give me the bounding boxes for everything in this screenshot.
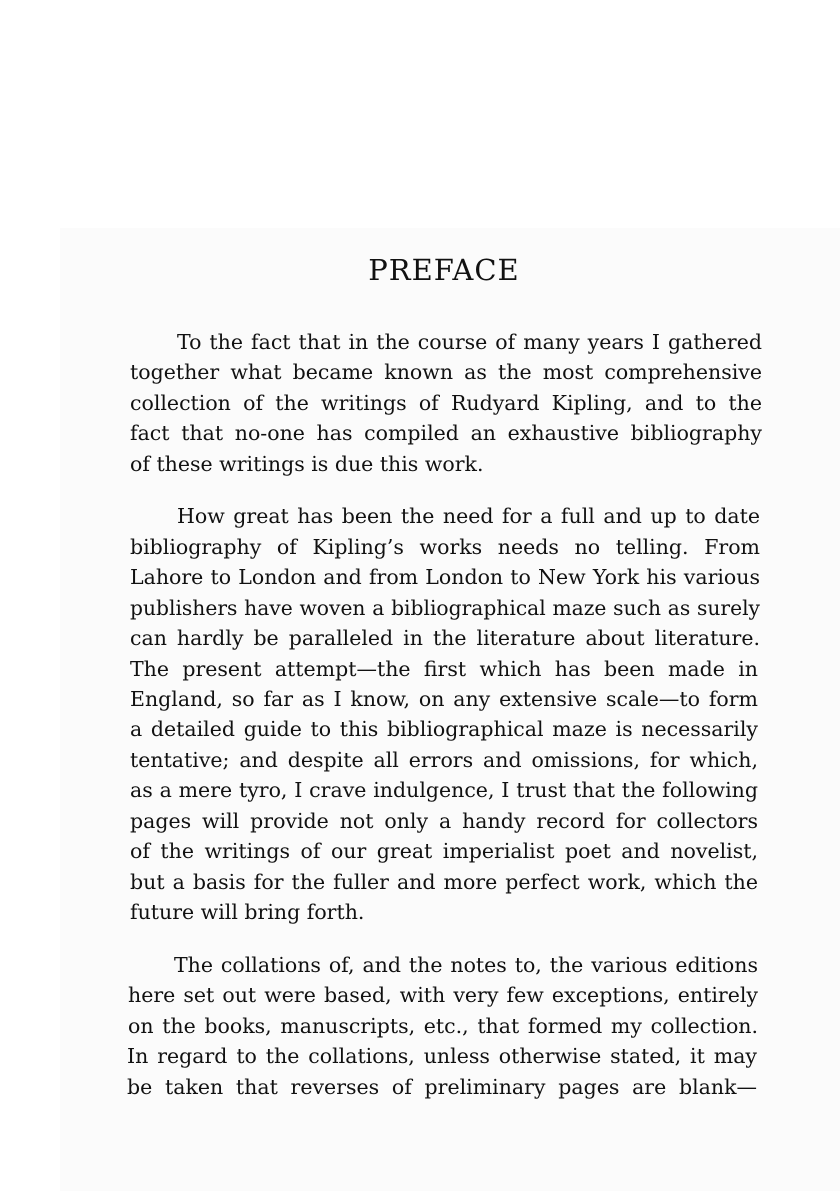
text-line: on the books, manuscripts, etc., that formed my collection. xyxy=(128,1014,758,1038)
text-line: future will bring forth. xyxy=(130,900,365,924)
text-line: can hardly be paralleled in the literature about literature. xyxy=(130,626,760,650)
text-line: of these writings is due this work. xyxy=(130,452,484,476)
text-line: The present attempt—the first which has been made in xyxy=(130,657,758,681)
text-line: Lahore to London and from London to New York his various xyxy=(130,565,760,589)
text-line: here set out were based, with very few exceptions, entirely xyxy=(128,983,758,1007)
text-line: as a mere tyro, I crave indulgence, I trust that the following xyxy=(130,778,758,802)
text-line: To the fact that in the course of many years I gathered xyxy=(177,330,762,354)
text-line: How great has been the need for a full and up to date xyxy=(177,504,760,528)
text-line: bibliography of Kipling’s works needs no telling. From xyxy=(130,535,760,559)
text-line: In regard to the collations, unless otherwise stated, it may xyxy=(127,1044,757,1068)
text-line: of the writings of our great imperialist poet and novelist, xyxy=(130,839,758,863)
text-line: collection of the writings of Rudyard Kipling, and to the xyxy=(130,391,762,415)
text-line: but a basis for the fuller and more perfect work, which the xyxy=(130,870,758,894)
text-line: tentative; and despite all errors and omissions, for which, xyxy=(130,748,758,772)
text-line: be taken that reverses of preliminary pages are blank— xyxy=(127,1075,757,1099)
text-line: England, so far as I know, on any extensive scale—to form xyxy=(130,687,758,711)
text-line: fact that no-one has compiled an exhaustive bibliography xyxy=(130,421,762,445)
text-line: publishers have woven a bibliographical maze such as surely xyxy=(130,596,760,620)
text-line: The collations of, and the notes to, the various editions xyxy=(174,953,758,977)
text-line: together what became known as the most comprehensive xyxy=(130,360,762,384)
text-line: pages will provide not only a handy record for collectors xyxy=(130,809,758,833)
page-title: PREFACE xyxy=(368,253,520,287)
text-line: a detailed guide to this bibliographical maze is necessarily xyxy=(130,717,758,741)
